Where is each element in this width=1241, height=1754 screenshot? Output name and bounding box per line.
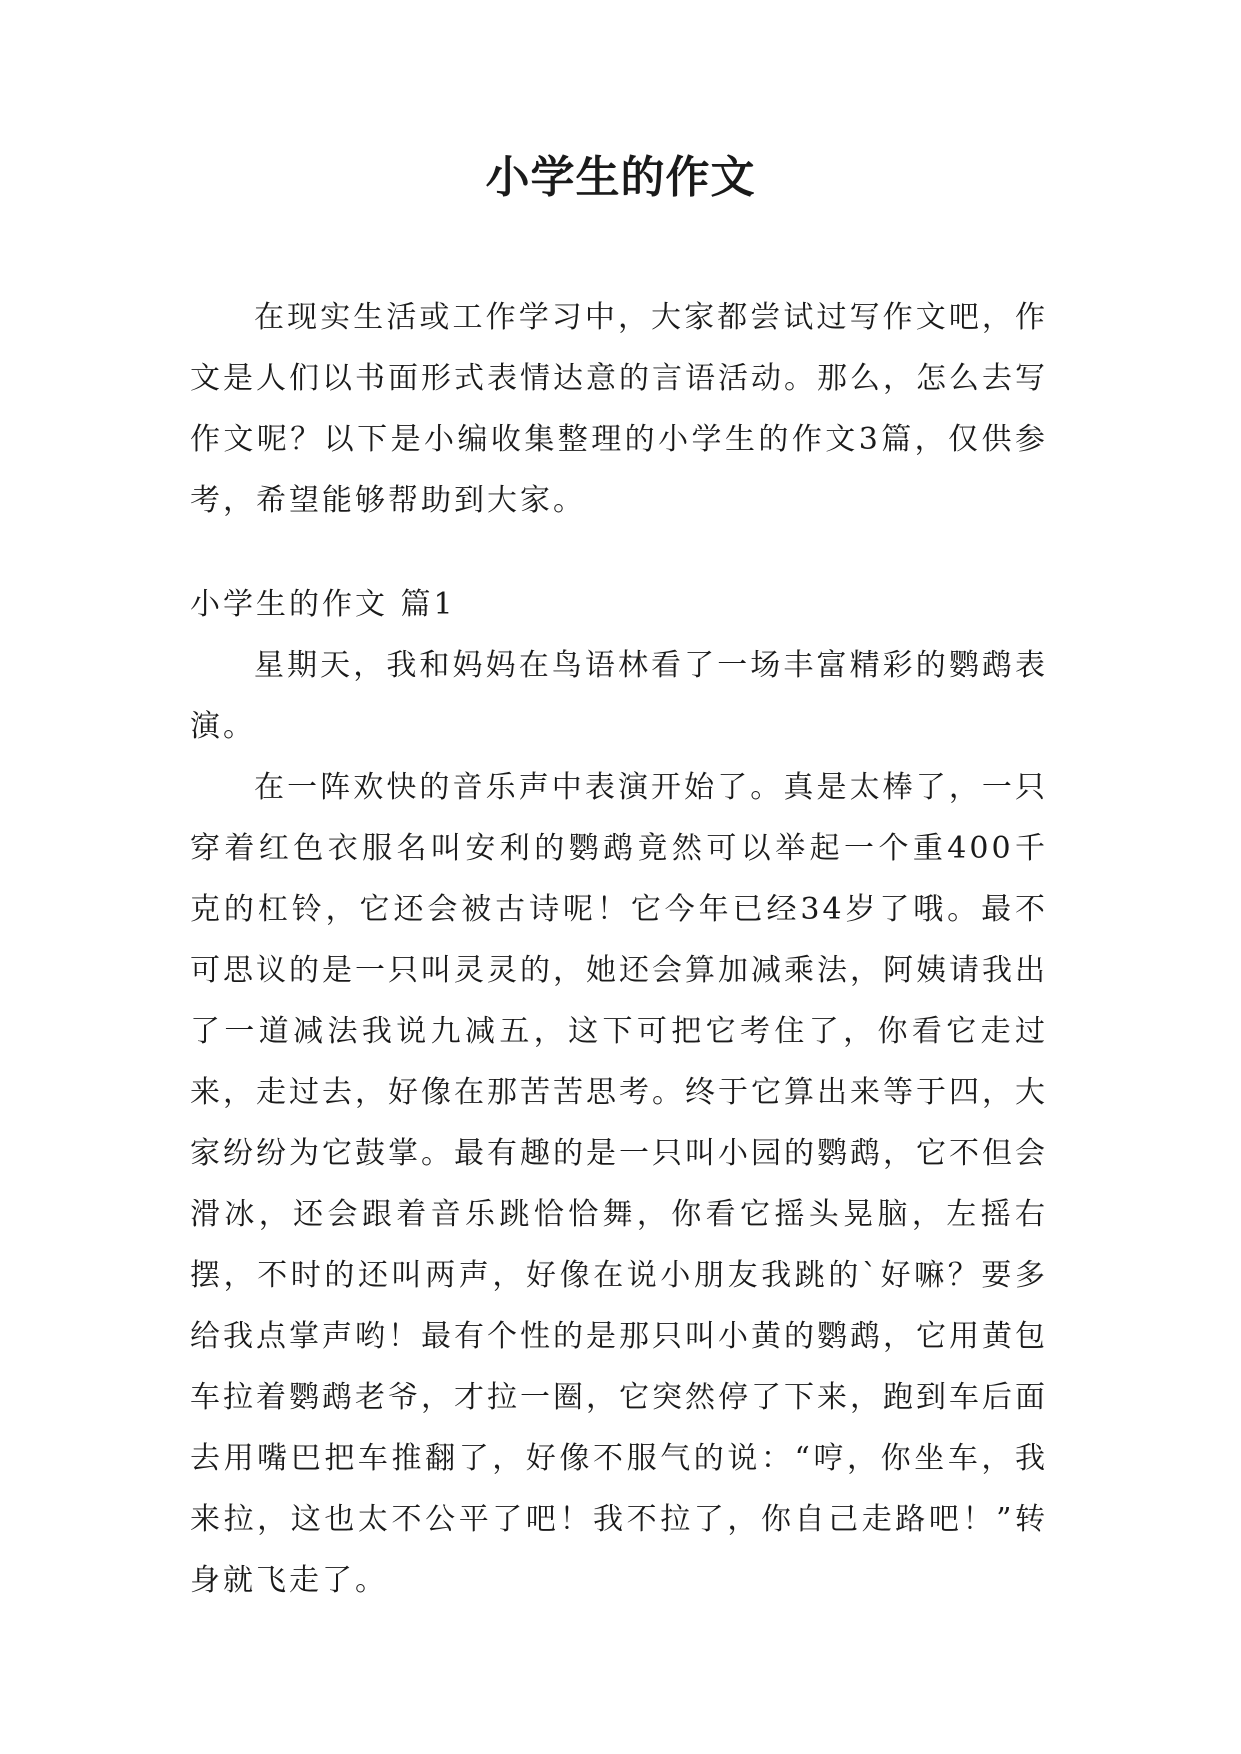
article-paragraph-2: 在一阵欢快的音乐声中表演开始了。真是太棒了，一只穿着红色衣服名叫安利的鹦鹉竟然可以举起一个重400千克的杠铃，它还会被古诗呢！它今年已经34岁了哦。最不可思议的是一只叫灵灵的，她还会算加减乘法，阿姨请我出了一道减法我说九减五，这下可把它考住了，你看它走过来，走过去，好像在那苦苦思考。终于它算出来等于四，大家纷纷为它鼓掌。最有趣的是一只叫小园的鹦鹉，它不但会滑冰，还会跟着音乐跳恰恰舞，你看它摇头晃脑，左摇右摆，不时的还叫两声，好像在说小朋友我跳的`好嘛？要多给我点掌声哟！最有个性的是那只叫小黄的鹦鹉，它用黄包车拉着鹦鹉老爷，才拉一圈，它突然停了下来，跑到车后面去用嘴巴把车推翻了，好像不服气的说：“哼，你坐车，我来拉，这也太不公平了吧！我不拉了，你自己走路吧！”转身就飞走了。 (190, 770, 1048, 1598)
article-body (190, 635, 1048, 1611)
document-title: 小学生的作文 (485, 152, 756, 203)
intro-section (190, 287, 1048, 531)
section-heading: 小学生的作文 篇1 (190, 587, 456, 622)
article-paragraph-1: 星期天，我和妈妈在鸟语林看了一场丰富精彩的鹦鹉表演。 (190, 648, 1048, 744)
intro-paragraph: 在现实生活或工作学习中，大家都尝试过写作文吧，作文是人们以书面形式表情达意的言语活动。那么，怎么去写作文呢？以下是小编收集整理的小学生的作文3篇，仅供参考，希望能够帮助到大家。 (190, 300, 1048, 518)
